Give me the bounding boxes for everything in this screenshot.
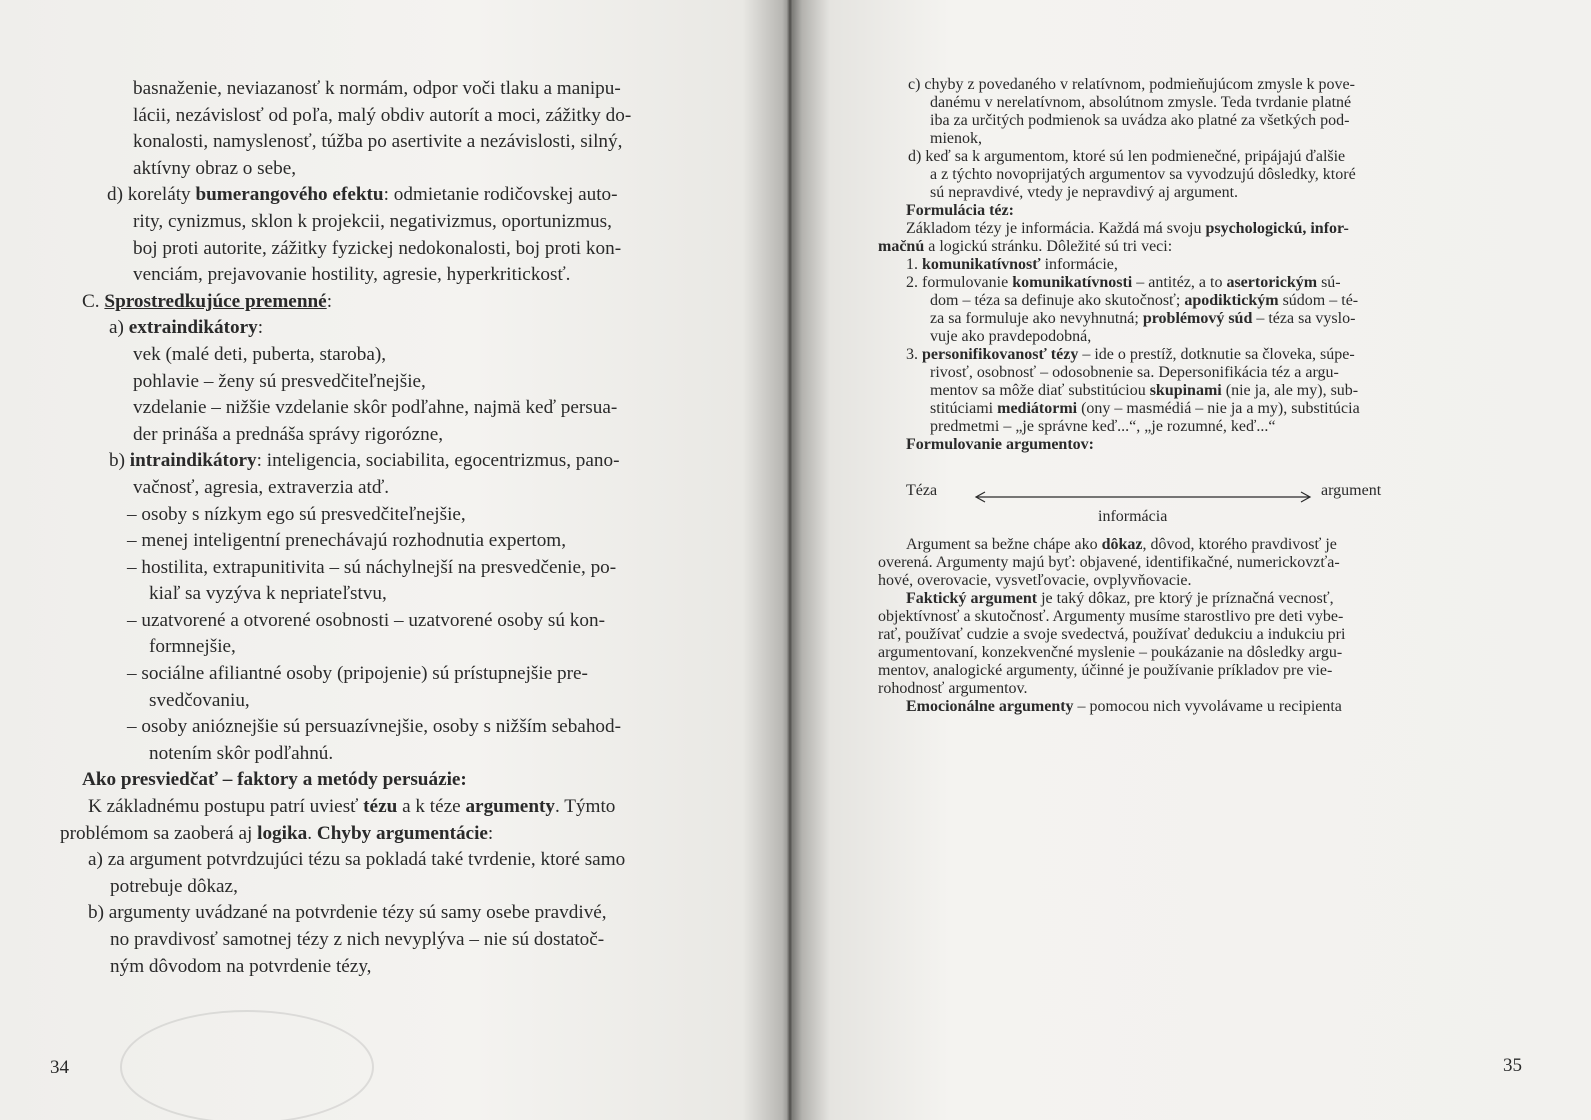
bold-term: logika <box>257 822 308 844</box>
text-line: sú nepravdivé, vtedy je nepravdivý aj argument. <box>930 184 1239 201</box>
right-page-text <box>878 76 1533 716</box>
bold-term: komunikatívnosť <box>922 256 1041 273</box>
text-line: ným dôvodom na potvrdenie tézy, <box>110 955 372 977</box>
text-line: rať, používať cudzie a svoje svedectvá, používať dedukciu a indukciu pri <box>878 626 1346 643</box>
page-number-left: 34 <box>50 1057 69 1078</box>
text-span: : inteligencia, sociabilita, egocentrizmus, pano- <box>256 450 620 472</box>
library-stamp <box>120 1010 374 1120</box>
text-line: vuje ako pravdepodobná, <box>930 328 1092 345</box>
text-span: : odmietanie rodičovskej auto- <box>383 184 618 206</box>
text-line: predmetmi – „je správne keď...“, „je rozumné, keď...“ <box>930 418 1276 435</box>
error-item-d: d) keď sa k argumentom, ktoré sú len podmienečné, pripájajú ďalšie <box>908 148 1346 165</box>
text-line: rohodnosť argumentov. <box>878 680 1028 697</box>
text-span: Argument sa bežne chápe ako <box>906 536 1102 553</box>
text-span: a) <box>109 317 129 339</box>
dash-item-cont: kiaľ sa vyzýva k nepriateľstvu, <box>149 583 387 605</box>
text-span: (ony – masmédiá – nie ja a my), substitúcia <box>1077 400 1360 417</box>
list-item-a <box>60 315 710 342</box>
diagram-label-informacia: informácia <box>1098 508 1168 525</box>
dash-item: – uzatvorené a otvorené osobnosti – uzatvorené osoby sú kon- <box>127 609 605 631</box>
bold-term: problémový súd <box>1142 310 1253 327</box>
dash-item-cont: notením skôr podľahnú. <box>149 742 334 764</box>
text-line <box>878 292 1533 310</box>
text-line: overená. Argumenty majú byť: objavené, identifikačné, numerickovzťa- <box>878 554 1340 571</box>
text-span: : <box>326 290 333 312</box>
text-span: problémom sa zaoberá aj <box>60 822 258 844</box>
bold-term: Chyby argumentácie <box>316 822 488 844</box>
text-span: : <box>257 317 264 339</box>
text-span: Základom tézy je informácia. Každá má svoju <box>906 220 1206 237</box>
text-line: danému v nerelatívnom, absolútnom zmysle. Teda tvrdanie platné <box>930 94 1352 111</box>
text-span: – ide o prestíž, dotknutie sa človeka, súpe- <box>1078 346 1355 363</box>
diagram-label-teza: Téza <box>906 482 938 499</box>
text-span: : <box>487 822 494 844</box>
bold-term: personifikovanosť tézy <box>922 346 1079 363</box>
text-span: 2. formulovanie <box>906 274 1013 291</box>
bold-term: mediátormi <box>997 400 1078 417</box>
text-span: d) koreláty <box>107 184 196 206</box>
book-gutter <box>787 0 793 1120</box>
bold-term: intraindikátory <box>129 450 257 472</box>
text-line: rivosť, osobnosť – odosobnenie sa. Depersonifikácia téz a argu- <box>930 364 1339 381</box>
text-line: der prináša a prednáša správy rigorózne, <box>133 423 444 445</box>
text-line: basnaženie, neviazanosť k normám, odpor voči tlaku a manipu- <box>133 78 621 99</box>
paragraph-line <box>60 821 710 848</box>
dash-item-cont: formnejšie, <box>149 636 236 658</box>
bold-term: komunikatívnosti <box>1012 274 1133 291</box>
text-span: stitúciami <box>930 400 998 417</box>
text-line: no pravdivosť samotnej tézy z nich nevyplýva – nie sú dostatoč- <box>110 929 605 950</box>
text-line: a z týchto novoprijatých argumentov sa vyvodzujú dôsledky, ktoré <box>930 166 1356 183</box>
paragraph-line <box>878 220 1533 238</box>
page-number-right: 35 <box>1503 1055 1522 1076</box>
text-span: mentov sa môže diať substitúciou <box>930 382 1150 399</box>
bold-term: skupinami <box>1149 382 1222 399</box>
text-line: mentov, analogické argumenty, účinné je používanie príkladov pre vie- <box>878 662 1333 679</box>
paragraph-line <box>60 794 710 821</box>
dash-item: – hostilita, extrapunitivita – sú náchylnejší na presvedčenie, po- <box>127 556 617 578</box>
diagram-label-argument: argument <box>1321 482 1382 499</box>
text-span: (nie ja, ale my), sub- <box>1221 382 1359 399</box>
bold-term: mačnú <box>878 238 925 255</box>
error-item-c: c) chyby z povedaného v relatívnom, podmieňujúcom zmysle k pove- <box>908 76 1355 93</box>
section-heading-formulacia: Formulácia téz: <box>906 202 1014 219</box>
numbered-item-2 <box>878 274 1533 292</box>
left-page <box>0 0 790 1120</box>
text-line: konalosti, namyslenosť, túžba po asertivite a nezávislosti, silný, <box>133 131 623 153</box>
dash-item-cont: svedčovaniu, <box>149 689 250 711</box>
double-arrow-icon <box>973 490 1313 504</box>
text-line: vzdelanie – nižšie vzdelanie skôr podľahne, najmä keď persua- <box>133 397 618 419</box>
numbered-item-1 <box>878 256 1533 274</box>
bold-term: argumenty <box>465 796 555 818</box>
text-span: – pomocou nich vyvolávame u recipienta <box>1073 698 1342 715</box>
bold-term: psychologickú, infor- <box>1205 220 1349 237</box>
left-page-text <box>60 76 710 980</box>
bold-term: asertorickým <box>1226 274 1318 291</box>
text-line: rity, cynizmus, sklon k projekcii, negativizmus, oportunizmus, <box>133 210 612 232</box>
bold-term: tézu <box>363 796 398 818</box>
text-span: a k téze <box>397 796 466 818</box>
text-span: . <box>307 822 317 844</box>
text-line: vačnosť, agresia, extraverzia atď. <box>133 476 390 498</box>
text-span: sú- <box>1317 274 1341 291</box>
thesis-argument-diagram <box>878 482 1533 536</box>
text-line <box>878 400 1533 418</box>
text-line: potrebuje dôkaz, <box>110 875 238 897</box>
text-line: vek (malé deti, puberta, staroba), <box>133 343 387 365</box>
text-span: informácie, <box>1040 256 1118 273</box>
paragraph-line <box>878 698 1533 716</box>
text-span: , dôvod, ktorého pravdivosť je <box>1142 536 1337 553</box>
paragraph-line <box>878 238 1533 256</box>
dash-item: – osoby s nízkym ego sú presvedčiteľnejšie, <box>127 503 466 525</box>
text-span: 1. <box>906 256 922 273</box>
bold-term: dôkaz <box>1101 536 1143 553</box>
text-span: . Týmto <box>554 796 616 818</box>
text-line: aktívny obraz o sebe, <box>133 157 297 179</box>
list-item-d <box>60 182 710 209</box>
error-item-a: a) za argument potvrdzujúci tézu sa pokladá také tvrdenie, ktoré samo <box>88 849 626 871</box>
text-span: a logickú stránku. Dôležité sú tri veci: <box>924 238 1173 255</box>
text-span: b) <box>109 450 130 472</box>
numbered-item-3 <box>878 346 1533 364</box>
paragraph-line <box>878 536 1533 554</box>
text-span: za sa formuluje ako nevyhnutná; <box>930 310 1143 327</box>
text-span: 3. <box>906 346 922 363</box>
text-line: iba za určitých podmienok sa uvádza ako platné za všetkých pod- <box>930 112 1350 129</box>
text-line: argumentovaní, konzekvenčné myslenie – poukázanie na dôsledky argu- <box>878 644 1343 661</box>
dash-item: – sociálne afiliantné osoby (pripojenie) sú prístupnejšie pre- <box>127 663 588 685</box>
bold-term: Emocionálne argumenty <box>906 698 1074 715</box>
text-span: K základnému postupu patrí uviesť <box>88 796 364 818</box>
heading-term: Sprostredkujúce premenné <box>104 290 327 312</box>
text-span: je taký dôkaz, pre ktorý je príznačná vecnosť, <box>1037 590 1334 607</box>
text-span: – téza sa vyslo- <box>1252 310 1356 327</box>
text-line: boj proti autorite, zážitky fyzickej nedokonalosti, boj proti kon- <box>133 237 622 259</box>
section-heading-ako: Ako presviedčať – faktory a metódy persuázie: <box>82 769 467 791</box>
text-line: hové, overovacie, vysvetľovacie, ovplyvňovacie. <box>878 572 1192 589</box>
bold-term: apodiktickým <box>1184 292 1279 309</box>
paragraph-line <box>878 590 1533 608</box>
text-line: lácii, nezávislosť od poľa, malý obdiv autorít a moci, zážitky do- <box>133 104 632 126</box>
bold-term: bumerangového efektu <box>195 184 384 206</box>
dash-item: – menej inteligentní prenechávajú rozhodnutia expertom, <box>127 530 567 552</box>
text-line: pohlavie – ženy sú presvedčiteľnejšie, <box>133 370 426 392</box>
bold-term: extraindikátory <box>128 317 258 339</box>
dash-item: – osoby anióznejšie sú persuazívnejšie, osoby s nižším sebahod- <box>127 716 621 738</box>
bold-term: Faktický argument <box>906 590 1038 607</box>
text-span: C. <box>82 290 105 312</box>
text-line: venciám, prejavovanie hostility, agresie, hyperkritickosť. <box>133 264 571 286</box>
text-span: dom – téza sa definuje ako skutočnosť; <box>930 292 1185 309</box>
text-line <box>878 310 1533 328</box>
text-line <box>878 382 1533 400</box>
text-line: mienok, <box>930 130 982 147</box>
text-span: súdom – té- <box>1278 292 1359 309</box>
section-heading-c <box>60 289 710 316</box>
error-item-b: b) argumenty uvádzané na potvrdenie tézy sú samy osebe pravdivé, <box>88 902 607 924</box>
text-span: – antitéz, a to <box>1132 274 1227 291</box>
section-heading-argumenty: Formulovanie argumentov: <box>906 436 1094 453</box>
text-line: objektívnosť a skutočnosť. Argumenty musíme starostlivo pre deti vybe- <box>878 608 1344 625</box>
list-item-b <box>60 448 710 475</box>
